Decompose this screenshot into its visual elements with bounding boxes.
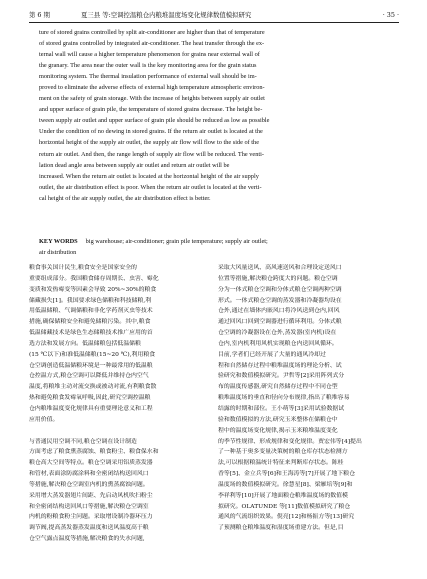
body-text-line: 目前,学者们已经开展了大量的通风冷却过 [218,351,326,358]
body-text-line: 与普通民用空调不同,粮仓空调在设计制造 [29,438,137,445]
body-text-line: 温度场的数值模拟研究。徐慧星[8]、梁雁培等[9]和 [218,481,353,488]
abstract-line: lation dead angle area between supply air outlet and return air outlet will be [39,161,230,169]
keywords-line [39,236,395,247]
abstract-line: outlet, the air distribution effect is poor. When the return air outlet is located at the verti- [39,183,262,191]
body-text-line: 仓空气露点温度等措施,解决粮食的失水问题, [29,536,145,543]
keywords-text: big warehouse; air-conditioner; grain pile temperature; supply air outlet; [85,238,268,245]
abstract-line: of stored grains controlled by integrated air-conditioner. The heat transfer through the ex- [39,40,265,48]
abstract-line: horizontal height of the supply air outlet, the supply air flow will flow to the side of the [39,139,259,147]
abstract-line: cal height of the air supply outlet, the air distribution effect is better. [39,194,211,202]
body-text-line: 仓空调的冷凝器设在仓外,蒸发器(室内机)设在 [218,330,337,337]
body-text-line: 通过回风口回到空调器进行循环利用。分体式粮 [218,319,342,326]
body-text-line: 变质和发热霉变等因素会导致 20%~30%的粮食 [29,286,157,293]
issue-number: 第 6 期 [29,11,50,19]
abstract-line: ture of stored grains controlled by split air-conditioner are higher than that of temperature [39,29,265,36]
abstract-line: increased. When the return air outlet is located at the horizontal height of the air supply [39,172,259,180]
body-text-line: 和全密闭结构送回风口等措施,解决粮仓空调室 [29,503,149,510]
body-text-line: 仓控温方式,粮仓空调可以降低并维持仓内空气 [29,373,149,380]
body-text-line: 验研究和数值模拟研究。尹哲等[2]采用阵列式分 [218,373,345,380]
abstract-line: monitoring system. The thermal insulation performance of external wall should be im- [39,73,257,81]
body-text-line: 法,可以根据粮温统计特征来判断库存状态。陈桂 [218,460,344,467]
body-text-line: 仓外,通过在墙体内嵌风口将冷风送到仓内,回风 [218,308,340,315]
body-text-line: 布的温度传感器,研究自然储存过程中不同仓型 [218,384,338,391]
body-text-line: 热和避免粮食发霉氧呼吸,因此,研究空调控温粮 [29,395,151,402]
body-column-left [29,263,209,545]
body-text-line: 粮堆温度场的垂直和径向分布规律,指出了粮堆容易 [218,395,350,402]
abstract-line: return air outlet. And then, the range length of supply air flow will be reduced. The venti- [39,150,264,158]
header-rule [29,22,399,23]
page-number: · 35 · [382,11,399,19]
body-text-line: 内机的粉粮食粉尘问题。采取增设制冷器环压力 [29,514,153,521]
body-text-line: 程和自然储存过程中粮堆温度场的理论分析、试 [218,362,342,369]
body-text-line: 了一种基于奥多变量决策树的粮仓库存状态检测方 [218,449,348,456]
body-text-line: 选方法和发展方向。低温储粮包括低温储粮 [29,340,141,347]
body-text-line: 方面考虑了粮食熏蒸腐蚀、粮食粉尘、粮食保水和 [29,449,159,456]
body-column-right [218,263,398,534]
body-text-line: 储藏损失[1]。我国要求绿色储粮和科技储粮,利 [29,297,152,304]
english-abstract [39,27,395,204]
body-text-line: 香等[5]、金立兵等[6]和王海涛等[7]开展了地下粮仓 [218,471,355,478]
body-text-line: 粮食事关国计民生,粮食安全是国家安全的 [29,265,137,271]
body-text-line: 了预测粮仓粮堆温度和湿度场重建方法。但是,目 [218,525,344,532]
body-text-line [29,426,209,437]
body-text-line: 李祥利等[10]开展了地面粮仓粮堆温度场的数值模 [218,492,348,499]
keywords-line: air distribution [39,249,77,256]
body-text-line: 采用增大蒸发器翅片间距、先启动风机吹扫粉尘 [29,492,153,499]
body-text-line: 仓内,室内机利用风机实现粮仓内送回风循环。 [218,340,338,347]
body-text-line: 结露的时期和部位。王小萌等[3]采用试验数据试 [218,405,345,412]
running-header [29,8,399,22]
body-text-line: 仓空调创造低温储粮环境是一种最常用的低温粮 [29,362,153,369]
body-text-line: (15 ℃以下)和准低温储粮(15~20 ℃),利用粮食 [29,351,156,358]
abstract-line: the granary. The area near the outer wall is the key monitoring area for the grain status [39,62,257,70]
running-title: 夏三县 等:空调控温粮仓内粮堆温度场变化规律数值模拟研究 [81,11,252,19]
abstract-line: tween supply air outlet and upper surface of grain pile should be reduced as low as possible [39,117,270,125]
body-text-line: 形式。一体式粮仓空调的蒸发器和冷凝器均设在 [218,297,342,304]
body-text-line: 位置等措施,解决粮仓跨度大的问题。粮仓空调 [218,275,338,282]
body-text-line: 程中的温度场变化规律,揭示玉米粮堆温度变化 [218,427,338,434]
body-text-line: 通风的气流组织效果。倪亮[12]和杨振方等[13]研究 [218,514,355,521]
abstract-line: and upper surface of grain pile, the temperature of stored grains decrease. The height be- [39,106,263,114]
body-text-line: 措施,确保储粮安全和避免储粮污染。其中,粮食 [29,319,151,326]
body-text-line: 粮仓高大空间等特点。粮仓空调采用铝质蒸发器 [29,460,153,467]
body-text-line: 应用价值。 [29,416,59,423]
body-text-line: 重要组成部分。我国粮食储存周期长、虫害、霉化 [29,275,159,282]
body-text-line: 和管材,表面涂防腐涂料和全密闭结构送回风口 [29,471,149,478]
body-text-line: 温度,将粮堆主动对流交换或被动对流,有利粮食散 [29,384,157,391]
abstract-line: ternal wall will cause a higher temperature phenomenon for grains near external wall of [39,51,260,59]
keywords-block [39,236,395,258]
body-text-line: 拟研究。OLATUNDE 等[11]数值模拟研究了粮仓 [218,503,351,510]
body-text-line: 等措施,解决粮仓空调室内机的熏蒸腐蚀问题。 [29,481,149,488]
body-text-line: 的季节性规律、形成规律和变化规律。贾宏伟等[4]提出 [218,438,362,445]
body-text-line: 分为一体式粮仓空调和分体式粮仓空调两种空调 [218,286,342,293]
keywords-label: KEY WORDS [39,238,78,245]
body-text-line: 调节阀,提高蒸发器蒸发温度和送风温度高于粮 [29,525,149,532]
body-text-line: 采取大风量送风、高风速送风和合理设定送风口 [218,265,342,271]
body-text-line: 仓内粮堆温度变化规律具有重要理论意义和工程 [29,405,153,412]
abstract-line: ment on the safety of grain storage. With the increase of heights between supply air outlet [39,95,265,103]
body-text-line: 低温储藏技术是绿色生态储粮技术推广应用的首 [29,330,153,337]
abstract-line: Under the condition of no dewing in stored grains. If the return air outlet is located at the [39,128,263,136]
abstract-line: proved to eliminate the adverse effects of external high temperature atmospheric environ- [39,84,265,92]
body-text-line: 用低温储粮、气调储粮和非化学药剂灭虫等技术 [29,308,153,315]
body-text-line: 验和数值模拟的方法,研究玉米整体在储粮仓中 [218,416,338,423]
